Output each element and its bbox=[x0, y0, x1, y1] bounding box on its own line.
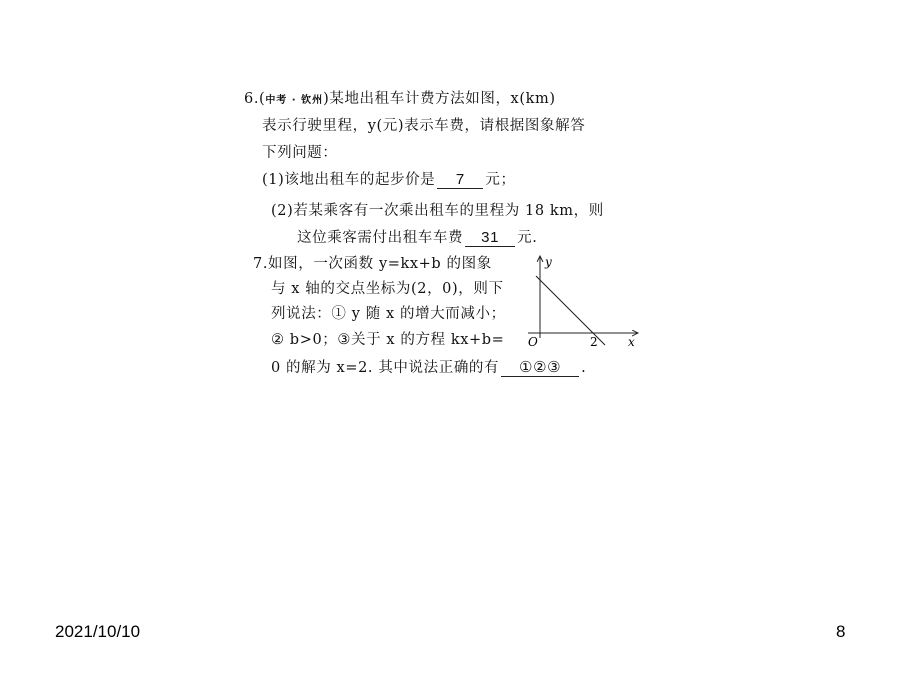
linear-function-graph bbox=[520, 250, 645, 355]
q6-line-1 bbox=[244, 89, 556, 111]
q6-part-2-prefix: 这位乘客需付出租车车费 bbox=[297, 230, 464, 246]
x-tick-label: 2 bbox=[590, 335, 598, 349]
q7-line-5-prefix: 0 的解为 x=2. 其中说法正确的有 bbox=[271, 360, 500, 376]
q6-part-1 bbox=[262, 170, 516, 190]
q7-line-5 bbox=[271, 358, 586, 378]
y-axis-label: y bbox=[545, 255, 552, 269]
q7-line-4: ② b>0；③关于 x 的方程 kx+b= bbox=[271, 332, 505, 348]
page-number: 8 bbox=[836, 622, 846, 641]
q7-line-5-suffix: . bbox=[581, 360, 587, 376]
q6-number: 6. bbox=[244, 91, 260, 107]
q6-source-tag: 中考 · 钦州 bbox=[265, 95, 324, 106]
q6-open-paren: ( bbox=[259, 91, 266, 107]
q7-answer: ①②③ bbox=[501, 359, 579, 377]
q6-part-2-line-1: (2)若某乘客有一次乘出租车的里程为 18 km，则 bbox=[271, 203, 604, 219]
q6-part-1-prefix: (1)该地出租车的起步价是 bbox=[262, 172, 436, 188]
q7-line-1: 7.如图，一次函数 y=kx+b 的图象 bbox=[253, 256, 492, 272]
q6-line-1-text: 某地出租车计费方法如图，x(km) bbox=[329, 91, 556, 107]
q6-part-1-answer: 7 bbox=[437, 171, 483, 189]
q6-part-2-answer: 31 bbox=[465, 229, 515, 247]
q7-line-2: 与 x 轴的交点坐标为(2，0)，则下 bbox=[271, 281, 504, 297]
q6-part-1-suffix: 元； bbox=[485, 172, 516, 188]
q6-line-2: 表示行驶里程，y(元)表示车费，请根据图象解答 bbox=[262, 118, 586, 134]
q6-part-2-line-2 bbox=[297, 228, 537, 248]
origin-label: O bbox=[528, 335, 538, 349]
q6-close-paren: ) bbox=[323, 91, 330, 107]
q6-line-3: 下列问题： bbox=[262, 145, 338, 161]
q6-part-2-suffix: 元. bbox=[517, 230, 538, 246]
q7-line-3: 列说法：① y 随 x 的增大而减小； bbox=[271, 306, 506, 322]
footer-date: 2021/10/10 bbox=[55, 622, 141, 641]
x-axis-label: x bbox=[628, 335, 635, 349]
